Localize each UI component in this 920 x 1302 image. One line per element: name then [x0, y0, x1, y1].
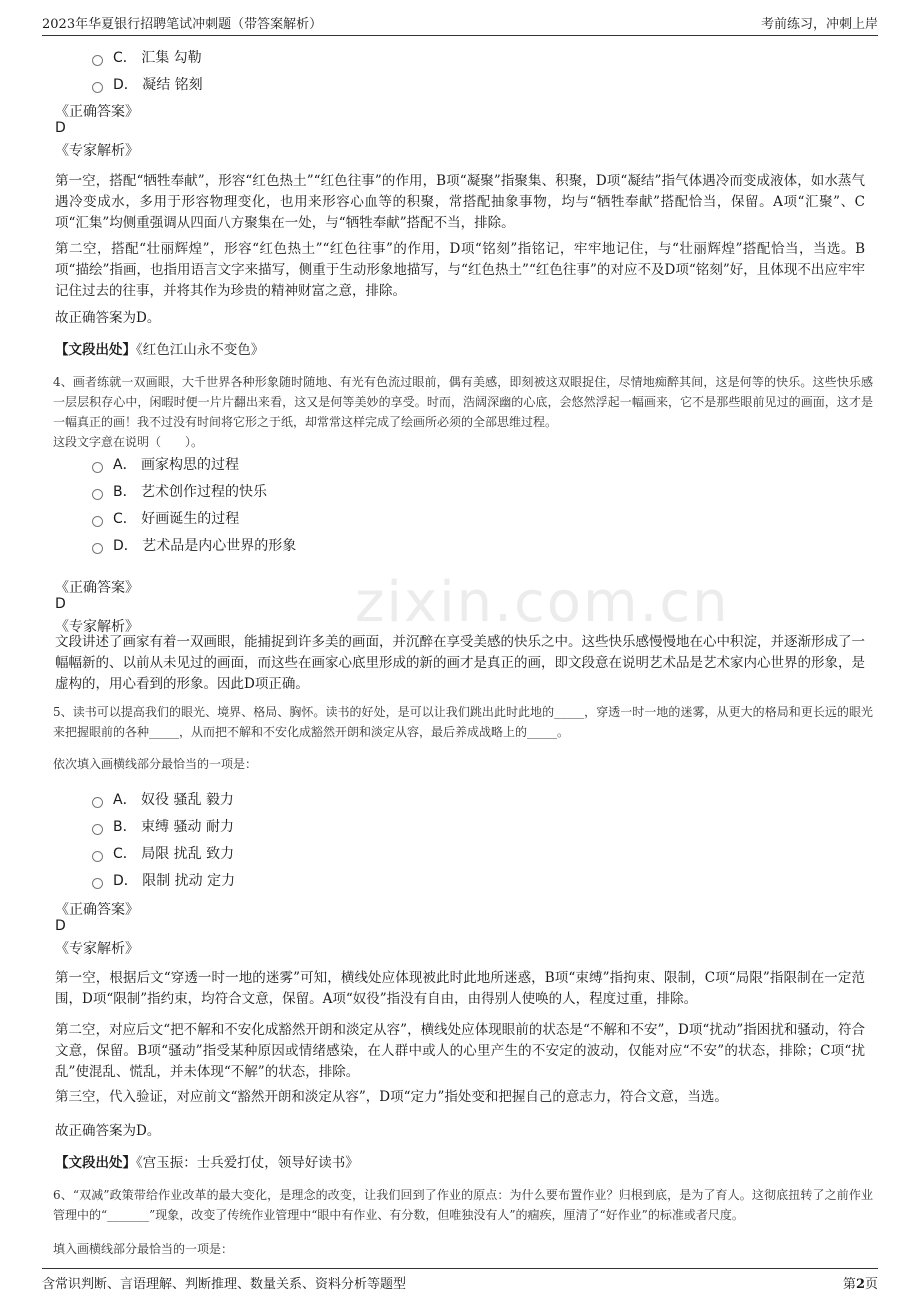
question-prompt: 这段文字意在说明（ ）。 — [53, 435, 204, 449]
answer-label: 《正确答案》 — [55, 580, 139, 596]
page-number: 第2页 — [842, 1276, 878, 1292]
radio-icon[interactable] — [92, 824, 103, 835]
option-a[interactable]: A． 画家构思的过程 — [92, 454, 239, 474]
option-d[interactable]: D． 凝结 铭刻 — [92, 74, 203, 94]
analysis-paragraph: 第一空，根据后文“穿透一时一地的迷雾”可知，横线处应体现被此时此地所迷惑，B项“束缚”指拘束、限制，C项“局限”指限制在一定范围，D项“限制”指约束，均符合文意，保留。A项“奴役”指没有自由，由得别人使唤的人，程度过重，排除。 — [55, 970, 865, 1007]
option-a[interactable]: A． 奴役 骚乱 毅力 — [92, 789, 234, 809]
analysis-paragraph: 第二空，对应后文“把不解和不安化成豁然开朗和淡定从容”，横线处应体现眼前的状态是“不解和不安”，D项“扰动”指困扰和骚动，符合文意，保留。B项“骚动”指受某种原因或情绪感染，在人群中或人的心里产生的不安定的波动，仅能对应“不安”的状态，排除；C项“扰乱”使混乱、慌乱，并未体现“不解”的状态，排除。 — [55, 1022, 865, 1080]
question-prompt: 填入画横线部分最恰当的一项是： — [53, 1242, 234, 1256]
radio-icon[interactable] — [92, 516, 103, 527]
analysis-conclusion: 故正确答案为D。 — [55, 310, 161, 326]
radio-icon[interactable] — [92, 878, 103, 889]
radio-icon[interactable] — [92, 82, 103, 93]
analysis-paragraph: 文段讲述了画家有着一双画眼，能捕捉到许多美的画面，并沉醉在享受美感的快乐之中。这些快乐感慢慢地在心中积淀，并逐渐形成了一幅幅新的、以前从未见过的画面，而这些在画家心底里形成的新的画才是真正的画，即文段意在说明艺术品是艺术家内心世界的形象，是虚构的，用心看到的形象。因此D项正确。 — [55, 634, 865, 692]
option-c[interactable]: C． 汇集 勾勒 — [92, 47, 202, 67]
radio-icon[interactable] — [92, 851, 103, 862]
page-footer — [42, 1268, 878, 1293]
analysis-conclusion: 故正确答案为D。 — [55, 1123, 161, 1139]
analysis-paragraph: 第二空，搭配“壮丽辉煌”，形容“红色热土”“红色往事”的作用，D项“铭刻”指铭记，牢牢地记住，与“壮丽辉煌”搭配恰当，当选。B项“描绘”指画，也指用语言文字来描写，侧重于生动形象地描写，与“红色热土”“红色往事”的对应不及D项“铭刻”好，且体现不出应牢牢记住过去的往事，并将其作为珍贵的精神财富之意，排除。 — [55, 241, 865, 299]
analysis-paragraph: 第一空，搭配“牺牲奉献”，形容“红色热土”“红色往事”的作用，B项“凝聚”指聚集、积聚，D项“凝结”指气体遇冷而变成液体，如水蒸气遇冷变成水，多用于形容物理变化，也用来形容心血等的积聚，常搭配抽象事物，均与“牺牲奉献”搭配恰当，保留。A项“汇聚”、C项“汇集”均侧重强调从四面八方聚集在一处，与“牺牲奉献”搭配不当，排除。 — [55, 173, 865, 231]
question-text: 4、画者练就一双画眼，大千世界各种形象随时随地、有光有色流过眼前，偶有美感，即刻被这双眼捉住，尽情地痴醉其间，这是何等的快乐。这些快乐感一层层积存心中，闲暇时便一片片翻出来看，这又是何等美妙的享受。时而，浩阔深幽的心底，会悠然浮起一幅画来，它不是那些眼前见过的画面，这才是一幅真正的画！我不过没有时间将它形之于纸，却常常这样完成了绘画所必须的全部思维过程。 — [53, 375, 873, 429]
analysis-label: 《专家解析》 — [55, 619, 139, 635]
option-c[interactable]: C． 好画诞生的过程 — [92, 508, 239, 528]
radio-icon[interactable] — [92, 55, 103, 66]
document-title: 2023年华夏银行招聘笔试冲刺题（带答案解析） — [42, 17, 323, 32]
question-prompt: 依次填入画横线部分最恰当的一项是： — [53, 757, 258, 771]
analysis-paragraph: 第三空，代入验证，对应前文“豁然开朗和淡定从容”，D项“定力”指处变和把握自己的意志力，符合文意，当选。 — [55, 1089, 728, 1105]
option-c[interactable]: C． 局限 扰乱 致力 — [92, 843, 234, 863]
watermark: zixin.com.cn — [355, 570, 730, 635]
option-b[interactable]: B． 束缚 骚动 耐力 — [92, 816, 234, 836]
footer-note: 含常识判断、言语理解、判断推理、数量关系、资料分析等题型 — [42, 1276, 407, 1292]
source-line: 【文段出处】《宫玉振：士兵爱打仗，领导好读书》 — [55, 1155, 359, 1171]
answer-value: D — [55, 120, 66, 136]
header-slogan: 考前练习，冲刺上岸 — [760, 17, 878, 32]
analysis-label: 《专家解析》 — [55, 143, 139, 159]
analysis-label: 《专家解析》 — [55, 941, 139, 957]
radio-icon[interactable] — [92, 543, 103, 554]
option-d[interactable]: D． 限制 扰动 定力 — [92, 870, 235, 890]
answer-value: D — [55, 596, 66, 612]
answer-value: D — [55, 918, 66, 934]
answer-label: 《正确答案》 — [55, 902, 139, 918]
radio-icon[interactable] — [92, 489, 103, 500]
page-header — [42, 10, 878, 36]
option-d[interactable]: D． 艺术品是内心世界的形象 — [92, 535, 296, 555]
answer-label: 《正确答案》 — [55, 104, 139, 120]
radio-icon[interactable] — [92, 797, 103, 808]
radio-icon[interactable] — [92, 462, 103, 473]
question-text: 5、读书可以提高我们的眼光、境界、格局、胸怀。读书的好处，是可以让我们跳出此时此地的_____，穿透一时一地的迷雾，从更大的格局和更长远的眼光来把握眼前的各种_____，从而把不解和不安化成豁然开朗和淡定从容，最后养成战略上的_____。 — [53, 705, 873, 739]
question-text: 6、“双减”政策带给作业改革的最大变化，是理念的改变，让我们回到了作业的原点：为什么要布置作业？归根到底，是为了育人。这彻底扭转了之前作业管理中的“_______”现象，改变了传统作业管理中“眼中有作业、有分数，但唯独没有人”的痼疾，厘清了“好作业”的标准或者尺度。 — [53, 1188, 873, 1222]
source-line: 【文段出处】《红色江山永不变色》 — [55, 342, 265, 358]
option-b[interactable]: B． 艺术创作过程的快乐 — [92, 481, 267, 501]
